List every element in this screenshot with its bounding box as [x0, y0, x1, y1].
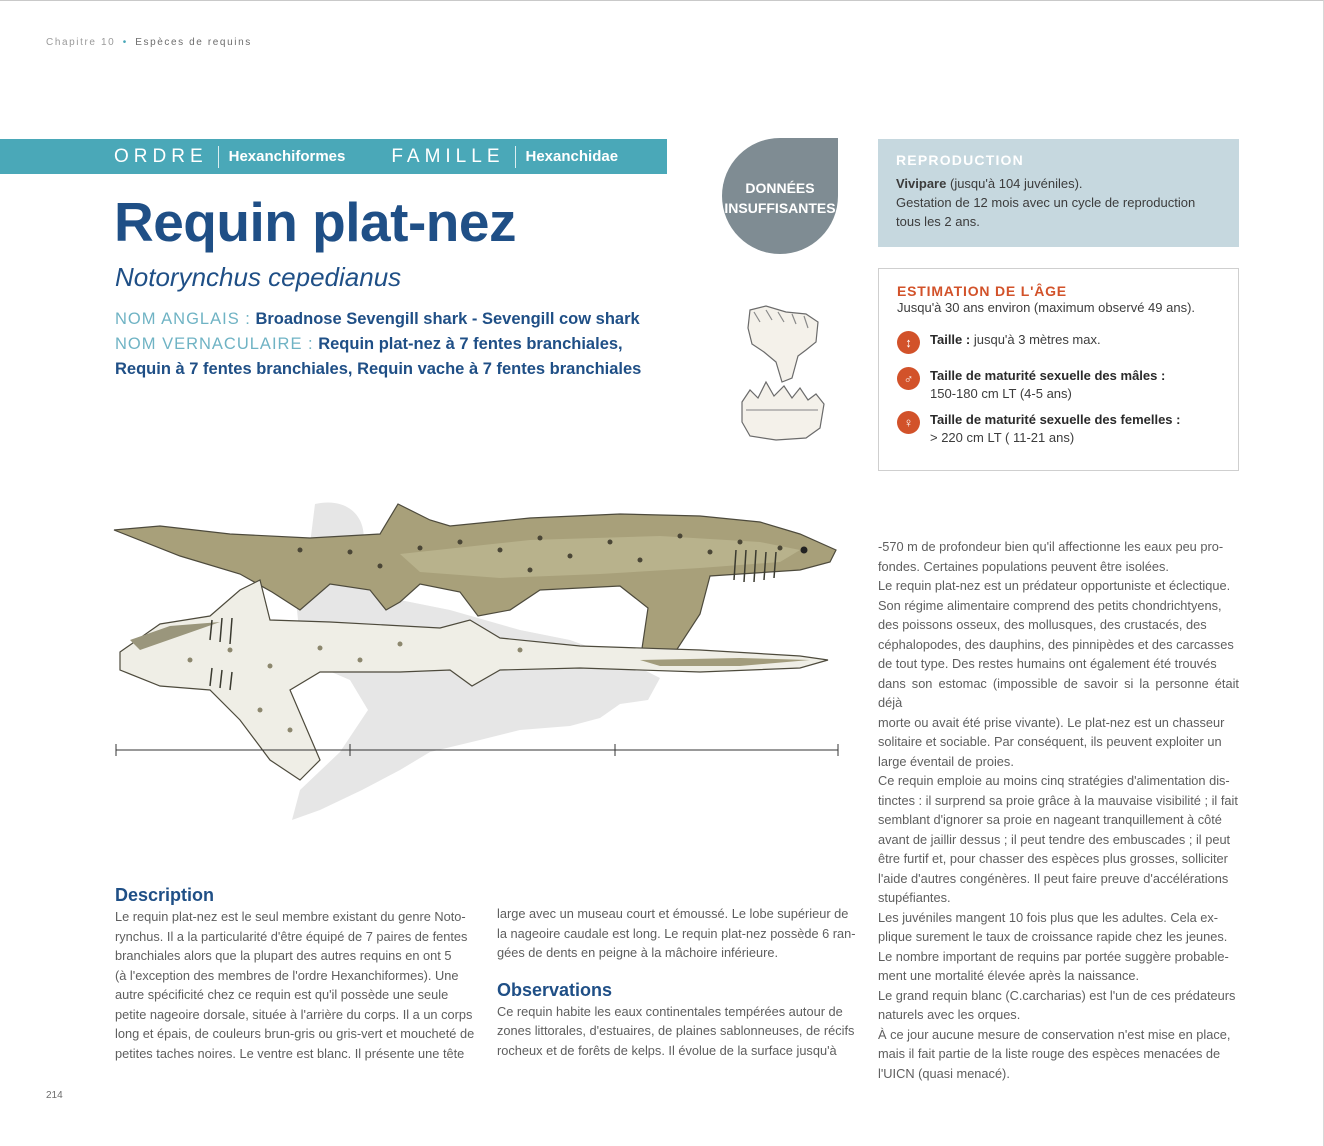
observations-line: naturels avec les orques. — [878, 1007, 1021, 1022]
observations-line: zones littorales, d'estuaires, de plaines sablonneuses, de récifs — [497, 1023, 855, 1038]
reproduction-mode-detail: (jusqu'à 104 juvéniles). — [949, 176, 1083, 191]
size-row — [897, 331, 1101, 354]
observations-line: ment une mortalité élevée après la naissance. — [878, 968, 1140, 983]
male-symbol-icon: ♂ — [897, 367, 920, 390]
observations-line: l'UICN (quasi menacé). — [878, 1065, 1010, 1081]
running-head — [46, 37, 252, 48]
vernacular-name-value-1: Requin plat-nez à 7 fentes branchiales, — [318, 335, 623, 353]
description-column — [115, 884, 477, 1063]
observations-line: Ce requin emploie au moins cinq stratégies d'alimentation dis- — [878, 773, 1230, 788]
age-heading: ESTIMATION DE L'ÂGE — [897, 283, 1067, 299]
english-name-value: Broadnose Sevengill shark - Sevengill cow shark — [255, 310, 640, 328]
size-label: Taille : — [930, 332, 971, 347]
gestation-line-2: tous les 2 ans. — [896, 214, 980, 229]
middle-column — [497, 904, 859, 1060]
observations-line: stupéfiantes. — [878, 890, 951, 905]
description-line: Le requin plat-nez est le seul membre existant du genre Noto- — [115, 909, 466, 924]
description-line: branchiales alors que la plupart des autres requins en ont 5 — [115, 948, 452, 963]
age-text: Jusqu'à 30 ans environ (maximum observé 49 ans). — [897, 300, 1196, 315]
family-label: FAMILLE — [391, 145, 505, 167]
observations-column — [878, 537, 1239, 1083]
order-value: Hexanchiformes — [218, 146, 346, 168]
order-label: ORDRE — [114, 145, 208, 167]
vernacular-name-line — [115, 332, 675, 357]
observations-line: semblant d'ignorer sa proie en nageant tranquillement à côté — [878, 812, 1222, 827]
description-line: long et épais, de couleurs brun-gris ou gris-vert et moucheté de — [115, 1026, 475, 1041]
description-line: la nageoire caudale est long. Le requin plat-nez possède 6 ran- — [497, 925, 856, 941]
english-name-line — [115, 307, 675, 332]
upper-tooth — [748, 306, 818, 382]
male-maturity-row — [897, 367, 1165, 403]
teeth-illustration — [736, 302, 828, 444]
observations-line: tinctes : il surprend sa proie grâce à la mauvaise visibilité ; il fait — [878, 792, 1238, 808]
reproduction-box — [878, 139, 1239, 247]
taxonomy-band — [0, 139, 667, 174]
observations-line: morte ou avait été prise vivante). Le plat-nez est un chasseur — [878, 714, 1225, 730]
shark-illustration — [100, 490, 860, 830]
observations-line: solitaire et sociable. Par conséquent, ils peuvent exploiter un — [878, 734, 1222, 749]
observations-line: Ce requin habite les eaux continentales tempérées autour de — [497, 1003, 843, 1019]
observations-line: des poissons osseux, des mollusques, des crustacés, des — [878, 617, 1207, 632]
observations-line: mais il fait partie de la liste rouge des espèces menacées de — [878, 1046, 1221, 1061]
observations-line: de tout type. Des restes humains ont également été trouvés — [878, 656, 1217, 671]
observations-line: être furtif et, pour chasser des espèces plus grosses, solliciter — [878, 851, 1228, 866]
height-arrow-icon: ↕ — [897, 331, 920, 354]
scale-bar — [116, 744, 838, 756]
observations-line: l'aide d'autres congénères. Il peut faire preuve d'accélérations — [878, 870, 1229, 886]
lower-tooth — [742, 382, 824, 440]
running-head-separator: • — [122, 37, 128, 48]
observations-line: rocheux et de forêts de kelps. Il évolue de la surface jusqu'à — [497, 1042, 837, 1058]
status-line-2: INSUFFISANTES — [724, 200, 836, 216]
observations-line: large éventail de proies. — [878, 753, 1014, 769]
male-maturity-value: 150-180 cm LT (4-5 ans) — [930, 386, 1072, 401]
scientific-name: Notorynchus cepedianus — [115, 262, 402, 292]
observations-line: avant de jaillir dessus ; il peut tendre des embuscades ; il peut — [878, 831, 1231, 847]
observations-line: Son régime alimentaire comprend des petits chondrichtyens, — [878, 597, 1222, 613]
observations-line: céphalopodes, des dauphins, des pinnipèdes et des carcasses — [878, 636, 1234, 652]
female-symbol-icon: ♀ — [897, 411, 920, 434]
chapter-label: Chapitre 10 — [46, 37, 116, 48]
description-line: gées de dents en peigne à la mâchoire inférieure. — [497, 945, 779, 960]
description-line: (à l'exception des membres de l'ordre Hexanchiformes). Une — [115, 967, 459, 983]
description-heading: Description — [115, 885, 215, 905]
species-names — [115, 307, 675, 382]
status-line-1: DONNÉES — [745, 180, 815, 196]
description-line: autre spécificité chez ce requin est qu'il possède une seule — [115, 987, 449, 1002]
female-maturity-label: Taille de maturité sexuelle des femelles : — [930, 412, 1181, 427]
description-line: petite nageoire dorsale, située à l'arrière du corps. Il a un corps — [115, 1006, 473, 1022]
size-value: jusqu'à 3 mètres max. — [973, 332, 1101, 347]
vernacular-name-value-2: Requin à 7 fentes branchiales, Requin vache à 7 fentes branchiales — [115, 360, 642, 378]
observations-line: -570 m de profondeur bien qu'il affectionne les eaux peu pro- — [878, 539, 1224, 554]
observations-line: Le grand requin blanc (C.carcharias) est l'un de ces prédateurs — [878, 987, 1236, 1003]
observations-line: Les juvéniles mangent 10 fois plus que les adultes. Cela ex- — [878, 909, 1219, 925]
gestation-line-1: Gestation de 12 mois avec un cycle de reproduction — [896, 195, 1196, 210]
age-estimate-box — [878, 268, 1239, 471]
conservation-status-badge — [722, 138, 838, 254]
family-value: Hexanchidae — [515, 146, 619, 168]
page-number: 214 — [46, 1090, 63, 1101]
description-line: petites taches noires. Le ventre est blanc. Il présente une tête — [115, 1045, 465, 1061]
male-maturity-label: Taille de maturité sexuelle des mâles : — [930, 368, 1166, 383]
reproduction-mode — [896, 174, 1221, 193]
observations-line: plique surement le taux de croissance rapide chez les jeunes. — [878, 929, 1228, 944]
section-label: Espèces de requins — [135, 37, 252, 48]
female-maturity-value: > 220 cm LT ( 11-21 ans) — [930, 430, 1075, 445]
observations-line: Le requin plat-nez est un prédateur opportuniste et éclectique. — [878, 578, 1231, 593]
female-maturity-row — [897, 411, 1180, 447]
observations-line: fondes. Certaines populations peuvent être isolées. — [878, 558, 1169, 574]
species-title: Requin plat-nez — [114, 191, 516, 253]
observations-heading: Observations — [497, 979, 613, 1000]
description-line: large avec un museau court et émoussé. Le lobe supérieur de — [497, 906, 849, 921]
reproduction-mode-label: Vivipare — [896, 176, 947, 191]
description-line: rynchus. Il a la particularité d'être équipé de 7 paires de fentes — [115, 928, 468, 944]
observations-line: dans son estomac (impossible de savoir si la personne était déjà — [878, 675, 1239, 710]
reproduction-heading: REPRODUCTION — [896, 152, 1024, 168]
observations-line: À ce jour aucune mesure de conservation n'est mise en place, — [878, 1026, 1231, 1042]
observations-line: Le nombre important de requins par portée suggère probable- — [878, 948, 1229, 964]
english-name-label: NOM ANGLAIS : — [115, 310, 251, 328]
vernacular-name-label: NOM VERNACULAIRE : — [115, 335, 314, 353]
